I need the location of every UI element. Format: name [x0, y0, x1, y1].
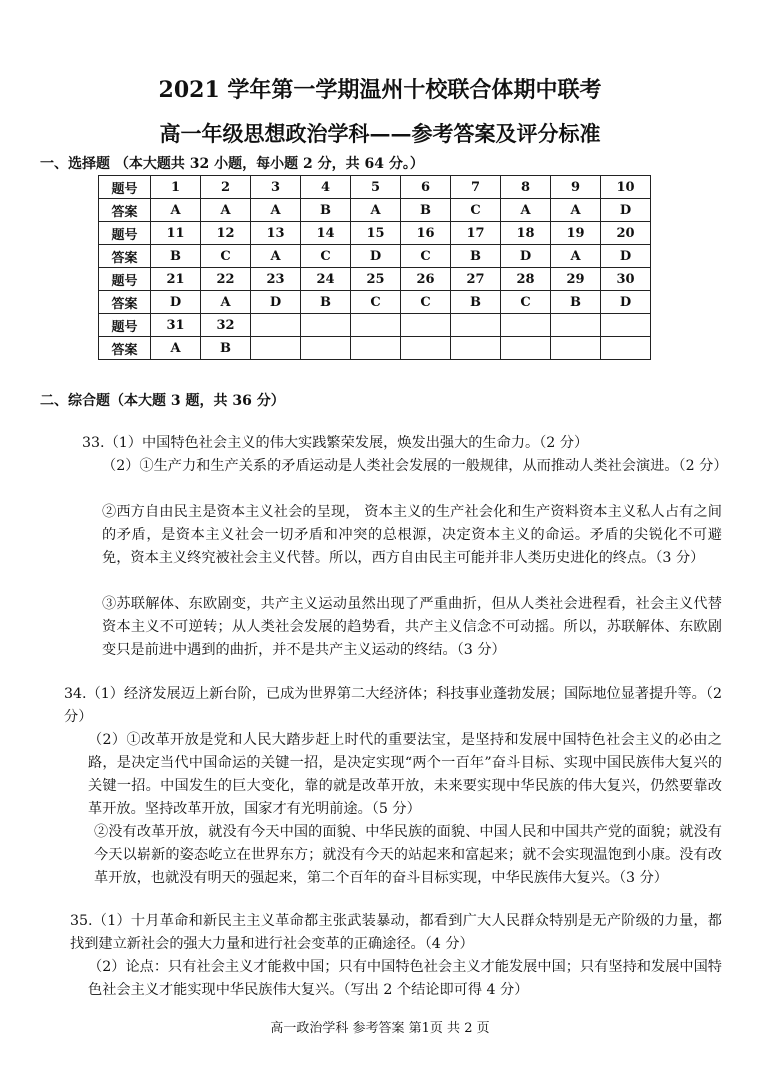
answer-cell: D [351, 245, 401, 268]
answer-cell: A [201, 199, 251, 222]
question-row-label: 题号 [99, 314, 151, 337]
question-cell: 16 [401, 222, 451, 245]
question-cell: 20 [601, 222, 651, 245]
answer-cell [251, 337, 301, 360]
answer-cell: D [601, 245, 651, 268]
question-cell: 5 [351, 176, 401, 199]
answer-row [99, 337, 651, 360]
answer-cell: B [301, 199, 351, 222]
question-cell: 9 [551, 176, 601, 199]
answer-row-label: 答案 [99, 245, 151, 268]
answer-cell [501, 337, 551, 360]
question-row [99, 314, 651, 337]
question-cell: 29 [551, 268, 601, 291]
answer-cell: D [601, 199, 651, 222]
question-cell [601, 314, 651, 337]
answer-cell: C [201, 245, 251, 268]
question-cell: 22 [201, 268, 251, 291]
answer-cell: C [301, 245, 351, 268]
question-cell: 11 [151, 222, 201, 245]
answer-cell: D [251, 291, 301, 314]
answer-row [99, 199, 651, 222]
answer-row-label: 答案 [99, 337, 151, 360]
page-footer: 高一政治学科 参考答案 第1页 共 2 页 [270, 1021, 490, 1036]
section1-heading: 一、选择题 （本大题共 32 小题，每小题 2 分，共 64 分。） [40, 156, 424, 172]
question-cell: 1 [151, 176, 201, 199]
answer-cell: C [351, 291, 401, 314]
answer-cell [451, 337, 501, 360]
question-cell: 4 [301, 176, 351, 199]
answer-cell: B [151, 245, 201, 268]
question-row-label: 题号 [99, 268, 151, 291]
question-cell: 17 [451, 222, 501, 245]
question-cell: 23 [251, 268, 301, 291]
answer-cell [351, 337, 401, 360]
question-cell: 27 [451, 268, 501, 291]
question-cell [251, 314, 301, 337]
answer-cell: D [601, 291, 651, 314]
answer-table [98, 175, 651, 360]
question-cell: 2 [201, 176, 251, 199]
question-row [99, 222, 651, 245]
answer-cell: A [501, 199, 551, 222]
answer-cell: B [451, 245, 501, 268]
answer-cell [301, 337, 351, 360]
question-cell: 6 [401, 176, 451, 199]
question-cell: 13 [251, 222, 301, 245]
question-cell: 7 [451, 176, 501, 199]
q35-part2: （2）论点：只有社会主义才能救中国；只有中国特色社会主义才能发展中国；只有坚持和发展中国特色社会主义才能实现中华民族伟大复兴。（写出 2 个结论即可得 4 分） [88, 959, 722, 998]
question-cell: 18 [501, 222, 551, 245]
answer-cell: A [551, 199, 601, 222]
q34-part1: 34.（1）经济发展迈上新台阶，已成为世界第二大经济体；科技事业蓬勃发展；国际地位显著提升等。（2 分） [64, 686, 722, 725]
answer-cell: C [401, 245, 451, 268]
question-cell: 12 [201, 222, 251, 245]
question-cell: 10 [601, 176, 651, 199]
question-cell: 19 [551, 222, 601, 245]
question-cell: 28 [501, 268, 551, 291]
answer-cell: B [451, 291, 501, 314]
question-cell [451, 314, 501, 337]
answer-cell [551, 337, 601, 360]
question-row-label: 题号 [99, 176, 151, 199]
question-cell [351, 314, 401, 337]
question-cell: 8 [501, 176, 551, 199]
question-cell: 26 [401, 268, 451, 291]
page-title: 2021 学年第一学期温州十校联合体期中联考 [158, 77, 602, 103]
q35-part1: 35.（1）十月革命和新民主主义革命都主张武装暴动，都看到广大人民群众特别是无产阶级的力量，都找到建立新社会的强大力量和进行社会变革的正确途径。（4 分） [70, 913, 722, 952]
answer-cell: A [151, 199, 201, 222]
answer-cell: A [251, 199, 301, 222]
answer-row [99, 245, 651, 268]
question-cell [401, 314, 451, 337]
page-subtitle: 高一年级思想政治学科——参考答案及评分标准 [159, 121, 601, 146]
answer-cell: C [401, 291, 451, 314]
answer-cell: D [501, 245, 551, 268]
section2-heading: 二、综合题（本大题 3 题，共 36 分） [40, 393, 285, 409]
q33-part2-item1: （2）①生产力和生产关系的矛盾运动是人类社会发展的一般规律，从而推动人类社会演进。（2 分） [102, 458, 728, 474]
answer-row-label: 答案 [99, 291, 151, 314]
answer-cell: A [151, 337, 201, 360]
question-cell: 3 [251, 176, 301, 199]
question-cell: 31 [151, 314, 201, 337]
answer-cell: C [451, 199, 501, 222]
q33-part1: 33.（1）中国特色社会主义的伟大实践繁荣发展，焕发出强大的生命力。（2 分） [82, 435, 589, 451]
q34-part2-item2: ②没有改革开放，就没有今天中国的面貌、中华民族的面貌、中国人民和中国共产党的面貌；就没有今天以崭新的姿态屹立在世界东方；就没有今天的站起来和富起来；就不会实现温饱到小康。没有改革开放，也就没有明天的强起来，第二个百年的奋斗目标实现，中华民族伟大复兴。（3 分） [94, 824, 722, 886]
answer-cell: A [551, 245, 601, 268]
answer-row [99, 291, 651, 314]
answer-cell: D [151, 291, 201, 314]
answer-row-label: 答案 [99, 199, 151, 222]
answer-cell [401, 337, 451, 360]
question-row [99, 176, 651, 199]
question-cell: 14 [301, 222, 351, 245]
answer-cell [601, 337, 651, 360]
answer-cell: A [351, 199, 401, 222]
answer-cell: A [201, 291, 251, 314]
question-cell: 21 [151, 268, 201, 291]
question-cell: 25 [351, 268, 401, 291]
answer-cell: B [551, 291, 601, 314]
question-cell: 15 [351, 222, 401, 245]
answer-cell: C [501, 291, 551, 314]
q33-part2-item2: ②西方自由民主是资本主义社会的呈现， 资本主义的生产社会化和生产资料资本主义私人占有之间的矛盾，是资本主义社会一切矛盾和冲突的总根源，决定资本主义的命运。矛盾的尖锐化不可避免，资本主义终究被社会主义代替。所以，西方自由民主可能并非人类历史进化的终点。（3 分） [102, 504, 722, 566]
question-cell: 30 [601, 268, 651, 291]
question-row [99, 268, 651, 291]
answer-cell: A [251, 245, 301, 268]
question-row-label: 题号 [99, 222, 151, 245]
question-cell [501, 314, 551, 337]
question-cell: 32 [201, 314, 251, 337]
answer-cell: B [201, 337, 251, 360]
answer-cell: B [301, 291, 351, 314]
question-cell: 24 [301, 268, 351, 291]
question-cell [551, 314, 601, 337]
q34-part2-item1: （2）①改革开放是党和人民大踏步赶上时代的重要法宝，是坚持和发展中国特色社会主义的必由之路，是决定当代中国命运的关键一招，是决定实现“两个一百年”奋斗目标、实现中国民族伟大复兴的关键一招。中国发生的巨大变化，靠的就是改革开放，未来要实现中华民族的伟大复兴，仍然要靠改革开放。坚持改革开放，国家才有光明前途。（5 分） [88, 732, 722, 817]
q33-part2-item3: ③苏联解体、东欧剧变，共产主义运动虽然出现了严重曲折，但从人类社会进程看，社会主义代替资本主义不可逆转；从人类社会发展的趋势看，共产主义信念不可动摇。所以，苏联解体、东欧剧变只是前进中遇到的曲折，并不是共产主义运动的终结。（3 分） [102, 596, 722, 658]
question-cell [301, 314, 351, 337]
answer-cell: B [401, 199, 451, 222]
